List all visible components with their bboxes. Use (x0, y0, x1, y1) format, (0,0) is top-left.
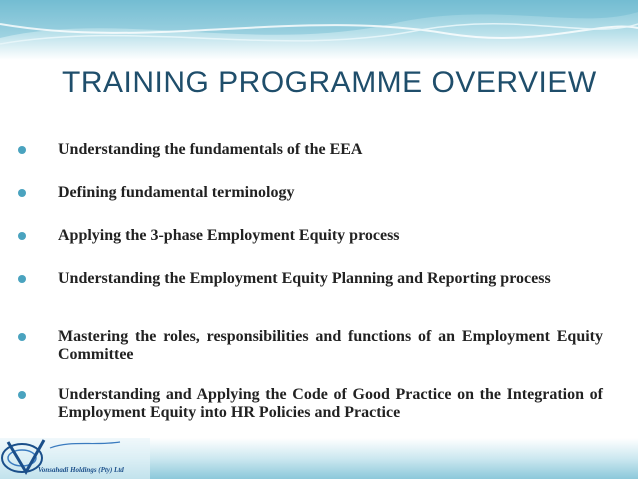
bullet-text: Mastering the roles, responsibilities and functions of an Employment Equity Committee (58, 328, 603, 363)
bullet-dot-icon (18, 333, 26, 341)
bullet-text: Applying the 3-phase Employment Equity process (58, 227, 400, 244)
bullet-dot-icon (18, 189, 26, 197)
bullet-dot-icon (18, 232, 26, 240)
logo-company-name: Vonsahadi Holdings (Pty) Ltd (38, 466, 124, 474)
bullet-text: Defining fundamental terminology (58, 184, 295, 201)
bullet-dot-icon (18, 391, 26, 399)
top-decorative-band (0, 0, 638, 60)
bullet-text: Understanding the fundamentals of the EEA (58, 141, 363, 158)
bullet-dot-icon (18, 275, 26, 283)
bullet-dot-icon (18, 146, 26, 154)
wave-decoration-icon (0, 0, 638, 60)
slide-title: TRAINING PROGRAMME OVERVIEW (62, 66, 597, 99)
bullet-text: Understanding the Employment Equity Planning and Reporting process (58, 270, 551, 287)
company-logo (0, 436, 150, 479)
bullet-text: Understanding and Applying the Code of Good Practice on the Integration of Employment Equity into HR Policies and Practice (58, 386, 603, 421)
